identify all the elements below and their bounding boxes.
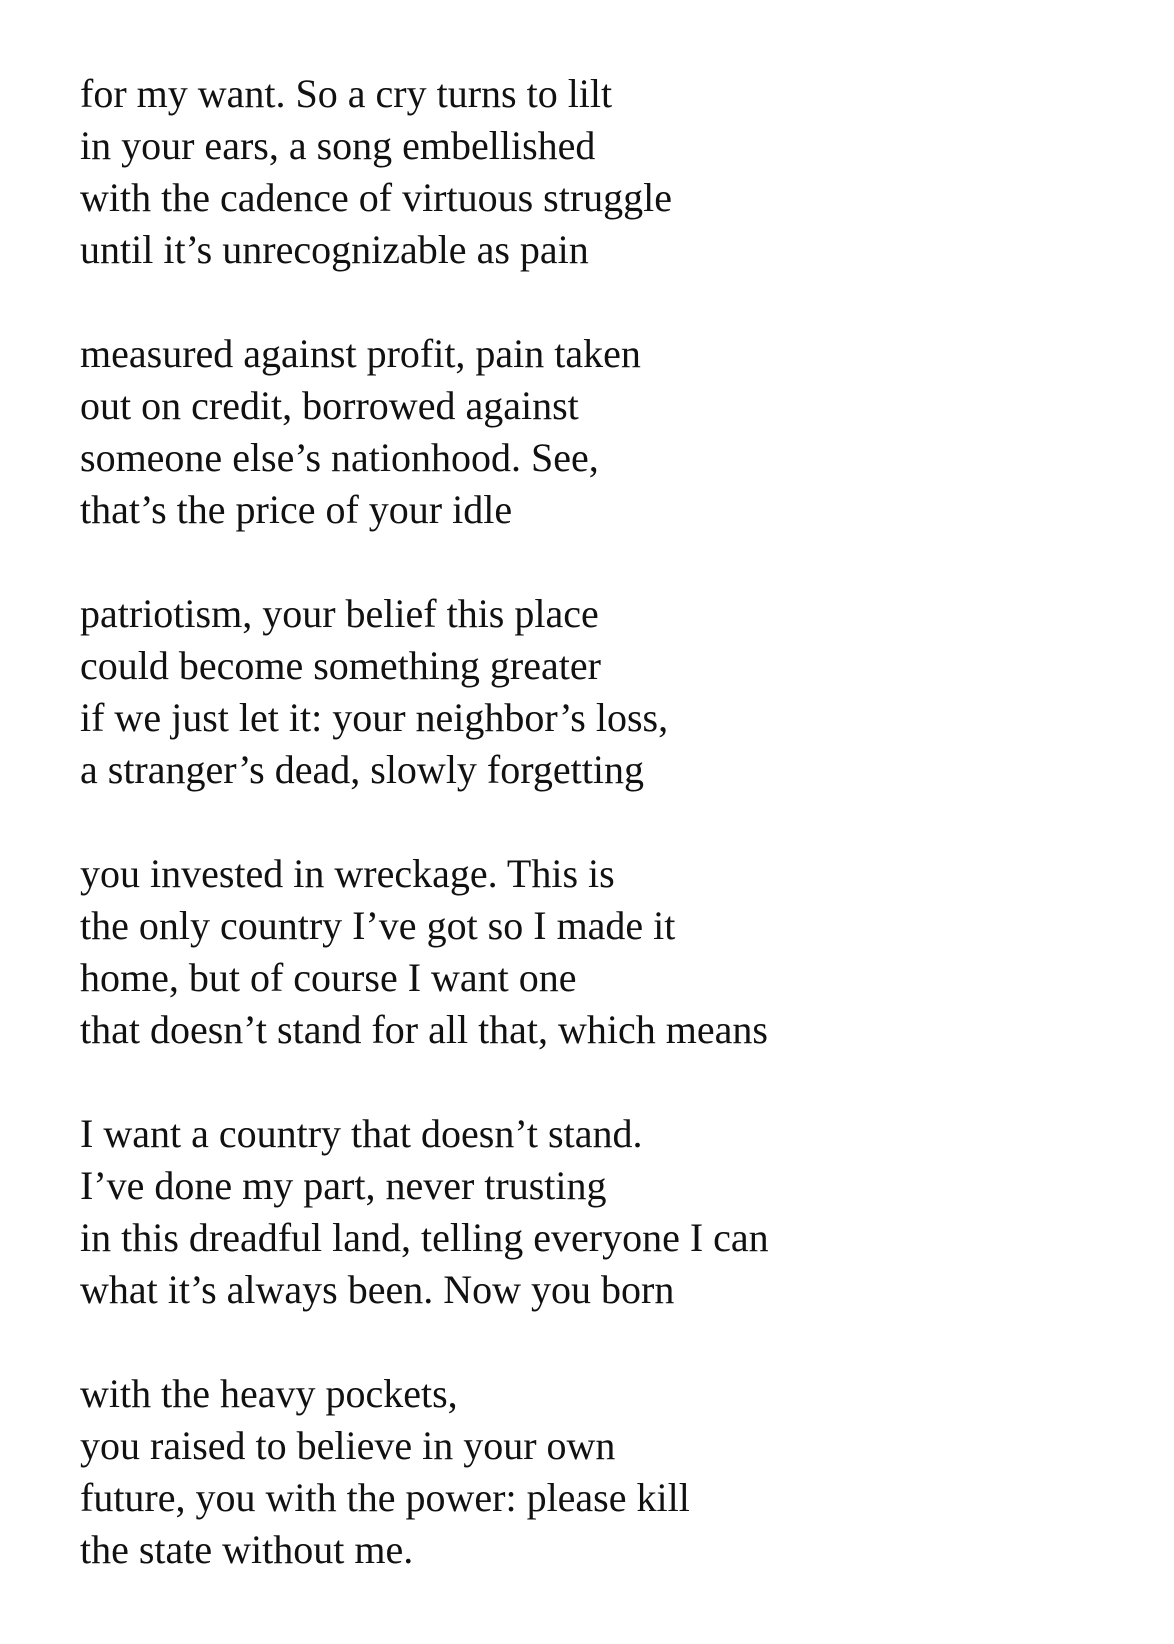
stanza-3 <box>80 588 1140 796</box>
poem-line: could become something greater <box>80 643 601 688</box>
stanza-2 <box>80 328 1140 536</box>
poem-line: the only country I’ve got so I made it <box>80 903 676 948</box>
poem-line: patriotism, your belief this place <box>80 591 599 636</box>
poem-line: with the cadence of virtuous struggle <box>80 175 673 220</box>
poem-line: with the heavy pockets, <box>80 1371 458 1416</box>
poem-line: home, but of course I want one <box>80 955 577 1000</box>
poem-line: I’ve done my part, never trusting <box>80 1163 607 1208</box>
stanza-6 <box>80 1368 1140 1576</box>
poem-line: you invested in wreckage. This is <box>80 851 615 896</box>
poem-line: until it’s unrecognizable as pain <box>80 227 589 272</box>
poem-line: someone else’s nationhood. See, <box>80 435 599 480</box>
poem-line: if we just let it: your neighbor’s loss, <box>80 695 669 740</box>
poem-line: that’s the price of your idle <box>80 487 513 532</box>
poem-line: the state without me. <box>80 1527 414 1572</box>
poem-line: you raised to believe in your own <box>80 1423 616 1468</box>
poem-line: for my want. So a cry turns to lilt <box>80 71 613 116</box>
poem-line: out on credit, borrowed against <box>80 383 579 428</box>
stanza-5 <box>80 1108 1140 1316</box>
stanza-1 <box>80 68 1140 276</box>
stanza-4 <box>80 848 1140 1056</box>
poem-line: in this dreadful land, telling everyone I can <box>80 1215 769 1260</box>
poem-line: that doesn’t stand for all that, which means <box>80 1007 768 1052</box>
poem-line: in your ears, a song embellished <box>80 123 596 168</box>
poem-line: I want a country that doesn’t stand. <box>80 1111 643 1156</box>
poem-line: future, you with the power: please kill <box>80 1475 690 1520</box>
poem-line: measured against profit, pain taken <box>80 331 641 376</box>
poem-line: what it’s always been. Now you born <box>80 1267 675 1312</box>
poem-line: a stranger’s dead, slowly forgetting <box>80 747 644 792</box>
poem-page <box>80 68 1140 1576</box>
